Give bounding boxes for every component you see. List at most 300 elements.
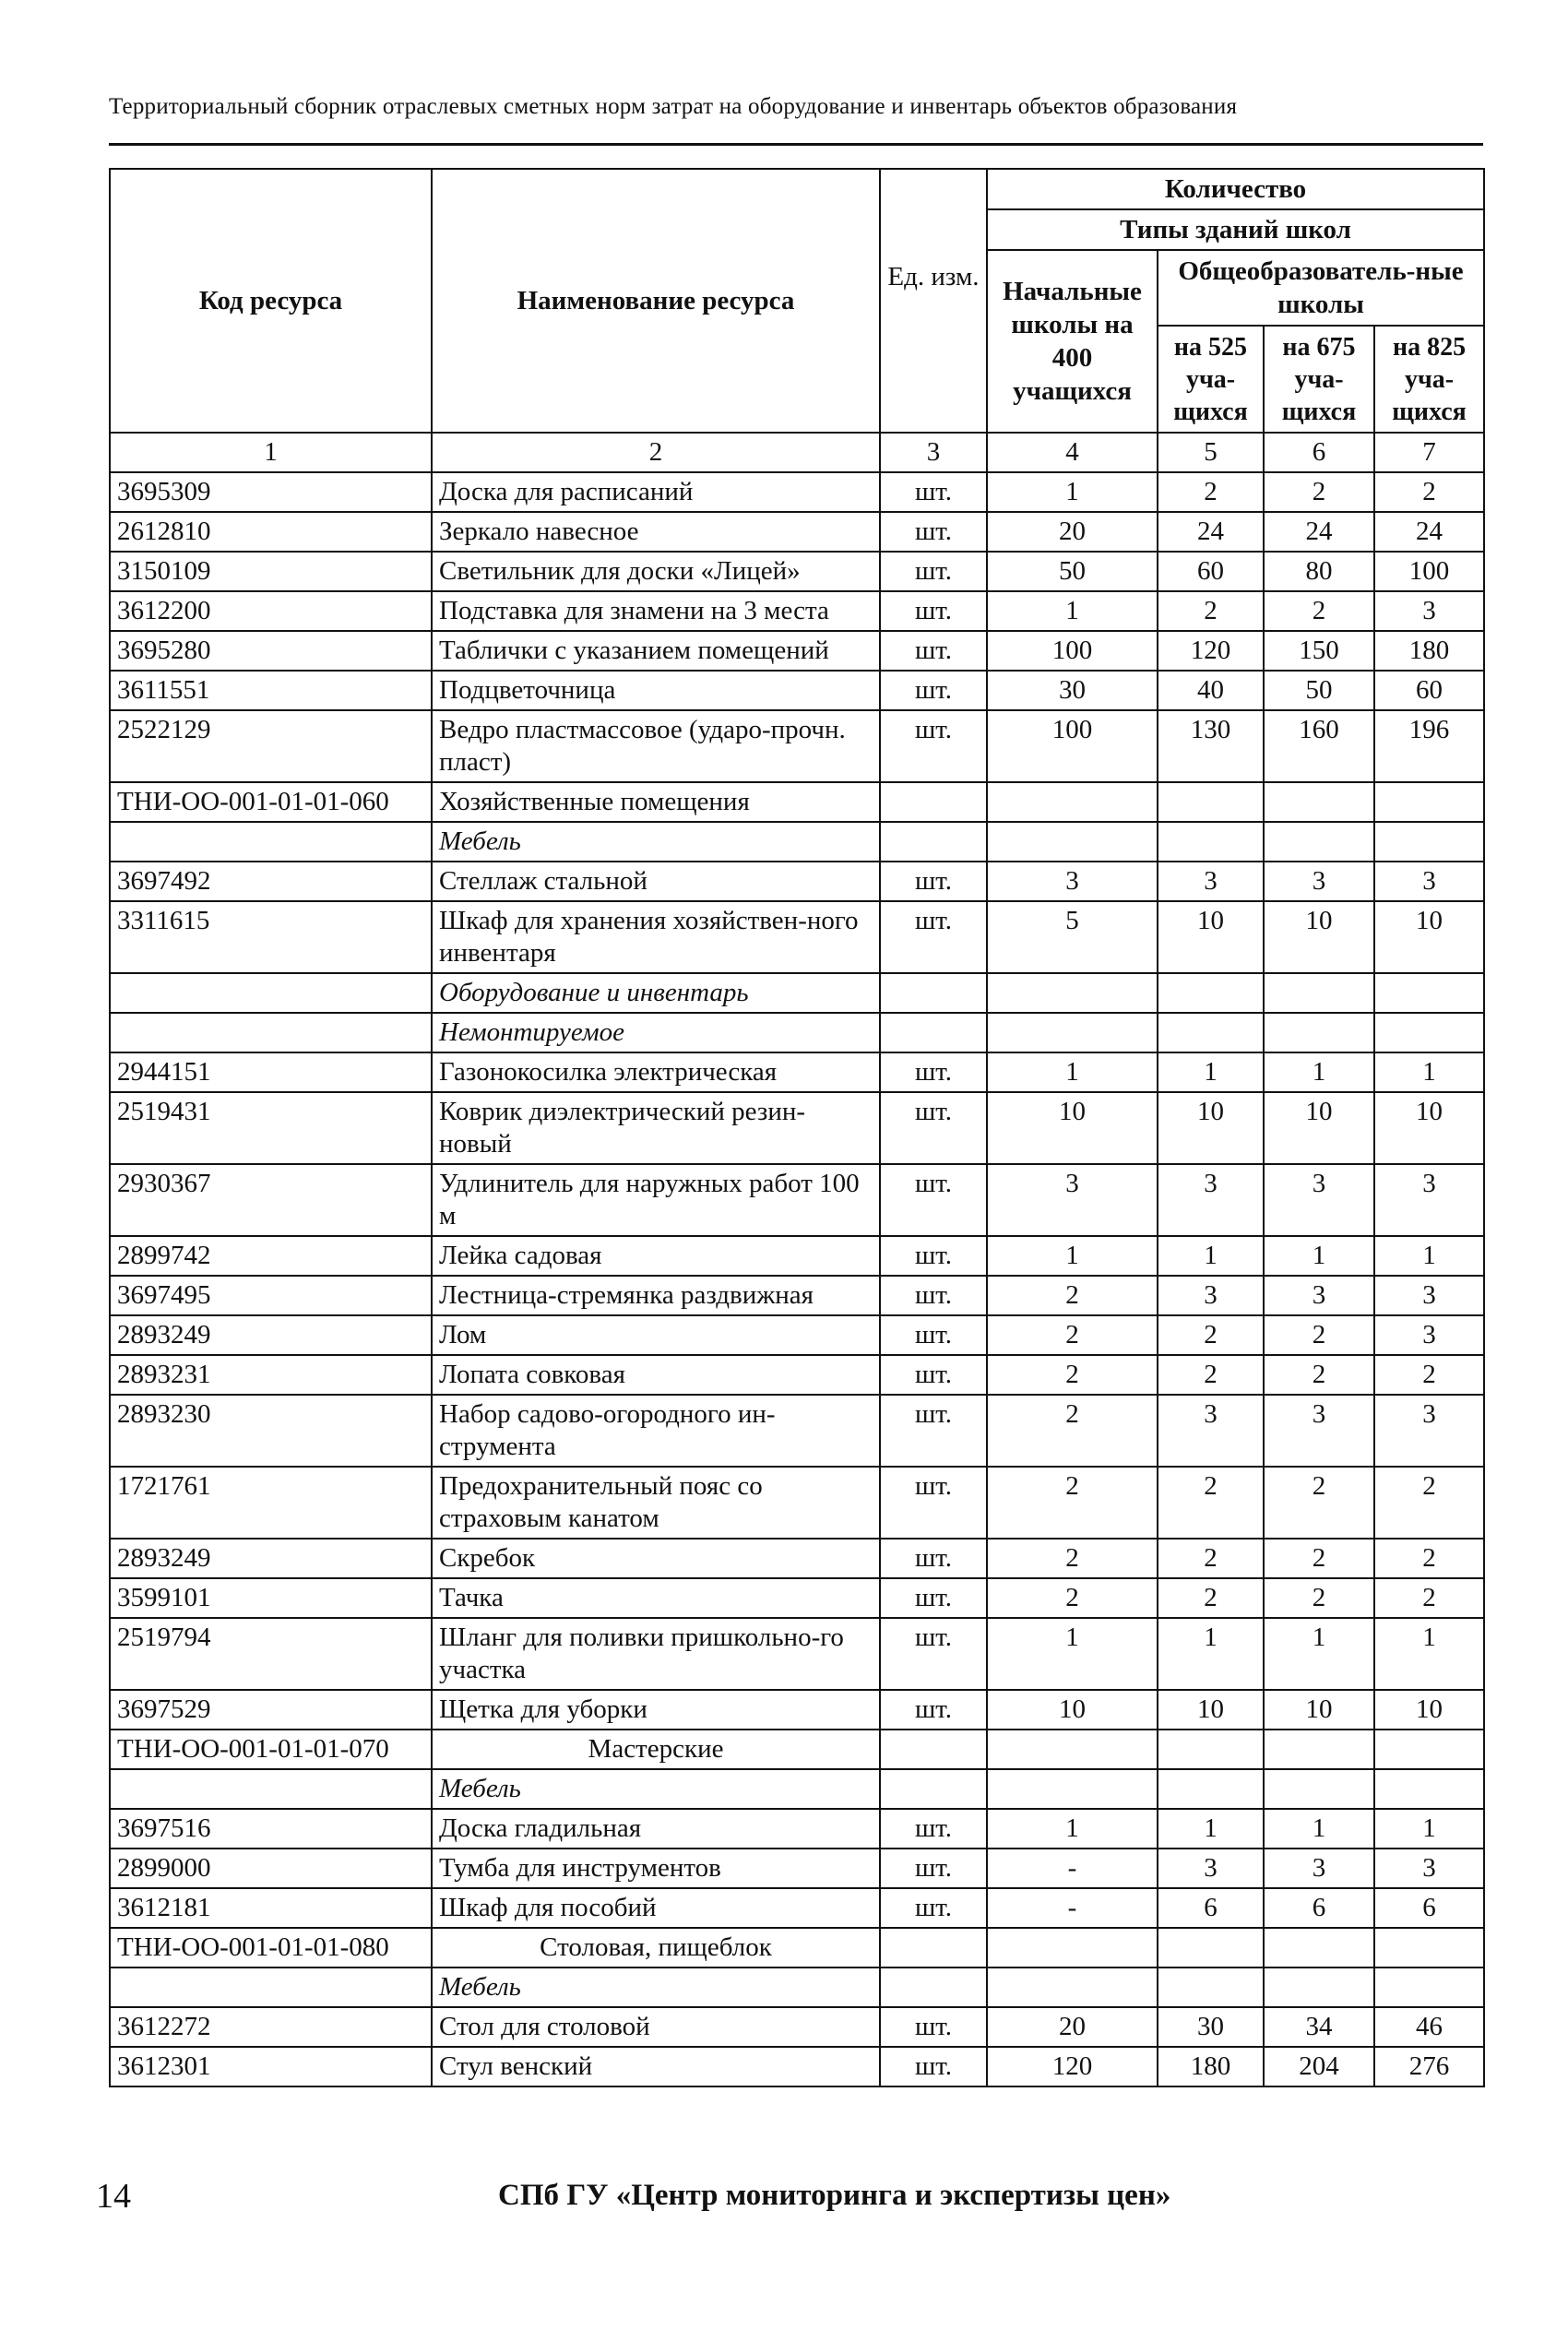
resource-name: Зеркало навесное — [432, 512, 880, 552]
subsection-row — [110, 973, 1484, 1013]
quantity-cell: 2 — [987, 1578, 1158, 1618]
empty-cell — [987, 1968, 1158, 2007]
col-head-general: Общеобразователь-ные школы — [1158, 250, 1484, 326]
quantity-cell: 2 — [1264, 1315, 1374, 1355]
quantity-cell: 2 — [987, 1315, 1158, 1355]
quantity-cell: 3 — [1374, 1395, 1484, 1467]
resource-code: ТНИ-ОО-001-01-01-080 — [110, 1928, 432, 1968]
quantity-cell: 30 — [1158, 2007, 1264, 2047]
section-row — [110, 782, 1484, 822]
empty-cell — [1158, 1730, 1264, 1769]
quantity-cell: 1 — [1158, 1052, 1264, 1092]
quantity-cell: 2 — [987, 1539, 1158, 1578]
quantity-cell: 1 — [1158, 1236, 1264, 1276]
table-row — [110, 1236, 1484, 1276]
quantity-cell: 2 — [1374, 1467, 1484, 1539]
quantity-cell: 3 — [1374, 591, 1484, 631]
subsection-title: Немонтируемое — [432, 1013, 880, 1052]
resource-name: Тачка — [432, 1578, 880, 1618]
quantity-cell: 276 — [1374, 2047, 1484, 2086]
quantity-cell: 100 — [987, 710, 1158, 782]
resource-code: 3697529 — [110, 1690, 432, 1730]
quantity-cell: 24 — [1264, 512, 1374, 552]
quantity-cell: 2 — [987, 1355, 1158, 1395]
unit-cell: шт. — [880, 710, 987, 782]
resource-name: Тумба для инструментов — [432, 1849, 880, 1888]
subsection-title: Мебель — [432, 1968, 880, 2007]
empty-cell — [880, 973, 987, 1013]
resource-name: Лопата совковая — [432, 1355, 880, 1395]
running-header: Территориальный сборник отраслевых сметных норм затрат на оборудование и инвентарь объектов образования — [109, 94, 1238, 119]
empty-cell — [110, 973, 432, 1013]
quantity-cell: 1 — [1374, 1236, 1484, 1276]
quantity-cell: 3 — [1264, 1276, 1374, 1315]
quantity-cell: 20 — [987, 2007, 1158, 2047]
quantity-cell: 2 — [1158, 472, 1264, 512]
quantity-cell: 10 — [987, 1092, 1158, 1164]
quantity-cell: 10 — [1374, 1092, 1484, 1164]
unit-cell: шт. — [880, 552, 987, 591]
section-title: Столовая, пищеблок — [432, 1928, 880, 1968]
column-number: 5 — [1158, 433, 1264, 472]
empty-cell — [1158, 822, 1264, 862]
unit-cell: шт. — [880, 671, 987, 710]
quantity-cell: 1 — [987, 1236, 1158, 1276]
empty-cell — [1264, 1968, 1374, 2007]
resource-name: Удлинитель для наружных работ 100 м — [432, 1164, 880, 1236]
empty-cell — [987, 1928, 1158, 1968]
resource-name: Подцветочница — [432, 671, 880, 710]
subsection-row — [110, 1968, 1484, 2007]
unit-cell: шт. — [880, 1467, 987, 1539]
quantity-cell: 1 — [1264, 1236, 1374, 1276]
table-row — [110, 1276, 1484, 1315]
quantity-cell: 10 — [1264, 1092, 1374, 1164]
unit-cell: шт. — [880, 901, 987, 973]
unit-cell: шт. — [880, 631, 987, 671]
empty-cell — [1264, 1730, 1374, 1769]
quantity-cell: 80 — [1264, 552, 1374, 591]
empty-cell — [1264, 1769, 1374, 1809]
empty-cell — [880, 1968, 987, 2007]
empty-cell — [1374, 1730, 1484, 1769]
empty-cell — [1374, 1928, 1484, 1968]
quantity-cell: 3 — [1158, 1276, 1264, 1315]
empty-cell — [987, 1013, 1158, 1052]
empty-cell — [987, 822, 1158, 862]
quantity-cell: 2 — [1158, 591, 1264, 631]
unit-cell: шт. — [880, 591, 987, 631]
empty-cell — [1374, 1013, 1484, 1052]
unit-cell: шт. — [880, 1809, 987, 1849]
empty-cell — [1264, 822, 1374, 862]
quantity-cell: 130 — [1158, 710, 1264, 782]
table-row — [110, 901, 1484, 973]
table-row — [110, 591, 1484, 631]
quantity-cell: 1 — [987, 472, 1158, 512]
resource-code: 2944151 — [110, 1052, 432, 1092]
unit-cell: шт. — [880, 2047, 987, 2086]
quantity-cell: 1 — [1264, 1809, 1374, 1849]
quantity-cell: 3 — [1264, 1164, 1374, 1236]
table-row — [110, 1809, 1484, 1849]
quantity-cell: 3 — [1158, 1849, 1264, 1888]
table-row — [110, 2047, 1484, 2086]
empty-cell — [1158, 1928, 1264, 1968]
quantity-cell: - — [987, 1888, 1158, 1928]
quantity-cell: 1 — [987, 1052, 1158, 1092]
quantity-cell: 40 — [1158, 671, 1264, 710]
quantity-cell: 2 — [987, 1276, 1158, 1315]
unit-cell: шт. — [880, 1315, 987, 1355]
resource-code: 3612272 — [110, 2007, 432, 2047]
empty-cell — [1374, 1968, 1484, 2007]
table-row — [110, 1618, 1484, 1690]
unit-cell: шт. — [880, 1578, 987, 1618]
empty-cell — [1158, 1013, 1264, 1052]
empty-cell — [880, 1769, 987, 1809]
subsection-title: Оборудование и инвентарь — [432, 973, 880, 1013]
empty-cell — [987, 1769, 1158, 1809]
resource-name: Предохранительный пояс со страховым канатом — [432, 1467, 880, 1539]
unit-cell: шт. — [880, 1888, 987, 1928]
quantity-cell: 3 — [1374, 1164, 1484, 1236]
section-title: Хозяйственные помещения — [432, 782, 880, 822]
resource-code: 3611551 — [110, 671, 432, 710]
empty-cell — [987, 1730, 1158, 1769]
resource-table — [109, 168, 1485, 2087]
subsection-row — [110, 1013, 1484, 1052]
resource-name: Доска для расписаний — [432, 472, 880, 512]
resource-code: 2612810 — [110, 512, 432, 552]
quantity-cell: 2 — [987, 1467, 1158, 1539]
empty-cell — [1374, 973, 1484, 1013]
empty-cell — [1264, 1928, 1374, 1968]
subsection-row — [110, 1769, 1484, 1809]
resource-name: Стеллаж стальной — [432, 862, 880, 901]
table-row — [110, 2007, 1484, 2047]
column-number: 1 — [110, 433, 432, 472]
table-row — [110, 1052, 1484, 1092]
unit-cell: шт. — [880, 1092, 987, 1164]
empty-cell — [880, 1013, 987, 1052]
empty-cell — [1158, 973, 1264, 1013]
quantity-cell: 1 — [987, 1618, 1158, 1690]
resource-name: Доска гладильная — [432, 1809, 880, 1849]
resource-code: 3695309 — [110, 472, 432, 512]
quantity-cell: 3 — [1158, 1164, 1264, 1236]
column-number: 4 — [987, 433, 1158, 472]
quantity-cell: 3 — [987, 862, 1158, 901]
quantity-cell: 1 — [1264, 1052, 1374, 1092]
quantity-cell: 10 — [1264, 1690, 1374, 1730]
empty-cell — [110, 1769, 432, 1809]
resource-name: Скребок — [432, 1539, 880, 1578]
resource-code: 2899000 — [110, 1849, 432, 1888]
quantity-cell: 10 — [987, 1690, 1158, 1730]
quantity-cell: 20 — [987, 512, 1158, 552]
table-row — [110, 1092, 1484, 1164]
subsection-row — [110, 822, 1484, 862]
quantity-cell: 3 — [1374, 862, 1484, 901]
quantity-cell: 2 — [1374, 472, 1484, 512]
resource-code: 1721761 — [110, 1467, 432, 1539]
empty-cell — [987, 782, 1158, 822]
quantity-cell: 1 — [1374, 1809, 1484, 1849]
column-number: 2 — [432, 433, 880, 472]
resource-code: 2893231 — [110, 1355, 432, 1395]
resource-code: 3311615 — [110, 901, 432, 973]
resource-code: 2899742 — [110, 1236, 432, 1276]
quantity-cell: 34 — [1264, 2007, 1374, 2047]
table-row — [110, 1395, 1484, 1467]
resource-name: Лестница-стремянка раздвижная — [432, 1276, 880, 1315]
unit-cell: шт. — [880, 1618, 987, 1690]
quantity-cell: 3 — [1158, 862, 1264, 901]
col-head-675: на 675 уча-щихся — [1264, 326, 1374, 433]
table-row — [110, 1690, 1484, 1730]
resource-code: 3599101 — [110, 1578, 432, 1618]
resource-name: Лейка садовая — [432, 1236, 880, 1276]
quantity-cell: 2 — [1264, 1578, 1374, 1618]
resource-code: 3612301 — [110, 2047, 432, 2086]
quantity-cell: 6 — [1158, 1888, 1264, 1928]
quantity-cell: 1 — [987, 1809, 1158, 1849]
resource-code: 2522129 — [110, 710, 432, 782]
empty-cell — [1158, 782, 1264, 822]
col-head-school-types: Типы зданий школ — [987, 209, 1484, 250]
quantity-cell: 180 — [1374, 631, 1484, 671]
empty-cell — [1374, 782, 1484, 822]
table-row — [110, 472, 1484, 512]
quantity-cell: 2 — [1158, 1578, 1264, 1618]
resource-code: 3697516 — [110, 1809, 432, 1849]
footer-org: СПб ГУ «Центр мониторинга и экспертизы цен» — [498, 2179, 1171, 2212]
quantity-cell: 3 — [1374, 1849, 1484, 1888]
unit-cell: шт. — [880, 1276, 987, 1315]
column-number-row — [110, 433, 1484, 472]
resource-name: Лом — [432, 1315, 880, 1355]
resource-name: Шкаф для пособий — [432, 1888, 880, 1928]
column-number: 3 — [880, 433, 987, 472]
table-row — [110, 512, 1484, 552]
quantity-cell: 1 — [1158, 1618, 1264, 1690]
resource-code: 2893249 — [110, 1315, 432, 1355]
empty-cell — [110, 1968, 432, 2007]
resource-name: Подставка для знамени на 3 места — [432, 591, 880, 631]
header-rule — [109, 143, 1483, 146]
quantity-cell: 100 — [987, 631, 1158, 671]
table-row — [110, 862, 1484, 901]
empty-cell — [880, 822, 987, 862]
quantity-cell: 6 — [1374, 1888, 1484, 1928]
table-row — [110, 1467, 1484, 1539]
resource-code: 3612200 — [110, 591, 432, 631]
quantity-cell: 10 — [1374, 901, 1484, 973]
section-row — [110, 1928, 1484, 1968]
quantity-cell: 2 — [1264, 1355, 1374, 1395]
resource-name: Стул венский — [432, 2047, 880, 2086]
unit-cell: шт. — [880, 2007, 987, 2047]
quantity-cell: 60 — [1158, 552, 1264, 591]
empty-cell — [1158, 1968, 1264, 2007]
quantity-cell: 196 — [1374, 710, 1484, 782]
resource-name: Таблички с указанием помещений — [432, 631, 880, 671]
quantity-cell: 1 — [1158, 1809, 1264, 1849]
quantity-cell: 2 — [1374, 1578, 1484, 1618]
table-row — [110, 671, 1484, 710]
column-number: 6 — [1264, 433, 1374, 472]
unit-cell: шт. — [880, 472, 987, 512]
resource-name: Светильник для доски «Лицей» — [432, 552, 880, 591]
resource-name: Ведро пластмассовое (ударо-прочн. пласт) — [432, 710, 880, 782]
empty-cell — [987, 973, 1158, 1013]
resource-name: Шланг для поливки пришкольно-го участка — [432, 1618, 880, 1690]
quantity-cell: 2 — [1158, 1355, 1264, 1395]
unit-cell: шт. — [880, 1849, 987, 1888]
resource-code: 2893249 — [110, 1539, 432, 1578]
quantity-cell: 2 — [1264, 591, 1374, 631]
resource-name: Газонокосилка электрическая — [432, 1052, 880, 1092]
empty-cell — [880, 1730, 987, 1769]
quantity-cell: 204 — [1264, 2047, 1374, 2086]
quantity-cell: 60 — [1374, 671, 1484, 710]
col-head-525: на 525 уча-щихся — [1158, 326, 1264, 433]
subsection-title: Мебель — [432, 822, 880, 862]
unit-cell: шт. — [880, 1236, 987, 1276]
resource-code: 3695280 — [110, 631, 432, 671]
quantity-cell: 3 — [1264, 1395, 1374, 1467]
resource-code: 2930367 — [110, 1164, 432, 1236]
column-number: 7 — [1374, 433, 1484, 472]
resource-code: 3697495 — [110, 1276, 432, 1315]
quantity-cell: 2 — [1158, 1539, 1264, 1578]
resource-code: 3150109 — [110, 552, 432, 591]
quantity-cell: 3 — [1374, 1315, 1484, 1355]
resource-name: Набор садово-огородного ин-струмента — [432, 1395, 880, 1467]
quantity-cell: 180 — [1158, 2047, 1264, 2086]
table-row — [110, 1849, 1484, 1888]
quantity-cell: 3 — [1264, 862, 1374, 901]
quantity-cell: - — [987, 1849, 1158, 1888]
resource-name: Стол для столовой — [432, 2007, 880, 2047]
quantity-cell: 10 — [1264, 901, 1374, 973]
resource-code: 3612181 — [110, 1888, 432, 1928]
resource-code: ТНИ-ОО-001-01-01-070 — [110, 1730, 432, 1769]
quantity-cell: 50 — [1264, 671, 1374, 710]
quantity-cell: 1 — [1264, 1618, 1374, 1690]
unit-cell: шт. — [880, 1539, 987, 1578]
table-row — [110, 1164, 1484, 1236]
table-row — [110, 1888, 1484, 1928]
col-head-code: Код ресурса — [110, 169, 432, 433]
unit-cell: шт. — [880, 1355, 987, 1395]
quantity-cell: 2 — [1264, 1539, 1374, 1578]
quantity-cell: 10 — [1374, 1690, 1484, 1730]
quantity-cell: 3 — [1264, 1849, 1374, 1888]
quantity-cell: 2 — [1264, 472, 1374, 512]
empty-cell — [880, 782, 987, 822]
table-row — [110, 1539, 1484, 1578]
empty-cell — [1264, 973, 1374, 1013]
col-head-quantity: Количество — [987, 169, 1484, 209]
empty-cell — [1374, 822, 1484, 862]
table-body — [110, 433, 1484, 2086]
quantity-cell: 2 — [1158, 1315, 1264, 1355]
resource-name: Шкаф для хранения хозяйствен-ного инвентаря — [432, 901, 880, 973]
quantity-cell: 160 — [1264, 710, 1374, 782]
quantity-cell: 1 — [1374, 1618, 1484, 1690]
quantity-cell: 3 — [1158, 1395, 1264, 1467]
col-head-primary: Начальные школы на 400 учащихся — [987, 250, 1158, 433]
unit-cell: шт. — [880, 1052, 987, 1092]
col-head-825: на 825 уча-щихся — [1374, 326, 1484, 433]
empty-cell — [1158, 1769, 1264, 1809]
quantity-cell: 30 — [987, 671, 1158, 710]
resource-code: ТНИ-ОО-001-01-01-060 — [110, 782, 432, 822]
empty-cell — [1264, 782, 1374, 822]
resource-code: 3697492 — [110, 862, 432, 901]
unit-cell: шт. — [880, 1690, 987, 1730]
quantity-cell: 2 — [987, 1395, 1158, 1467]
unit-cell: шт. — [880, 862, 987, 901]
quantity-cell: 120 — [987, 2047, 1158, 2086]
unit-cell: шт. — [880, 1164, 987, 1236]
empty-cell — [1264, 1013, 1374, 1052]
unit-cell: шт. — [880, 512, 987, 552]
quantity-cell: 5 — [987, 901, 1158, 973]
table-row — [110, 1315, 1484, 1355]
unit-cell: шт. — [880, 1395, 987, 1467]
resource-code: 2519431 — [110, 1092, 432, 1164]
quantity-cell: 3 — [1374, 1276, 1484, 1315]
section-row — [110, 1730, 1484, 1769]
quantity-cell: 24 — [1374, 512, 1484, 552]
quantity-cell: 1 — [1374, 1052, 1484, 1092]
page-number: 14 — [96, 2177, 131, 2216]
quantity-cell: 150 — [1264, 631, 1374, 671]
subsection-title: Мебель — [432, 1769, 880, 1809]
table-row — [110, 1578, 1484, 1618]
quantity-cell: 120 — [1158, 631, 1264, 671]
quantity-cell: 10 — [1158, 1092, 1264, 1164]
quantity-cell: 2 — [1158, 1467, 1264, 1539]
quantity-cell: 2 — [1264, 1467, 1374, 1539]
quantity-cell: 10 — [1158, 1690, 1264, 1730]
quantity-cell: 100 — [1374, 552, 1484, 591]
quantity-cell: 6 — [1264, 1888, 1374, 1928]
quantity-cell: 3 — [987, 1164, 1158, 1236]
empty-cell — [110, 1013, 432, 1052]
resource-name: Коврик диэлектрический резин-новый — [432, 1092, 880, 1164]
table-row — [110, 710, 1484, 782]
table-row — [110, 552, 1484, 591]
empty-cell — [1374, 1769, 1484, 1809]
quantity-cell: 50 — [987, 552, 1158, 591]
col-head-unit: Ед. изм. — [880, 169, 987, 433]
quantity-cell: 2 — [1374, 1539, 1484, 1578]
resource-code: 2893230 — [110, 1395, 432, 1467]
resource-code: 2519794 — [110, 1618, 432, 1690]
table-row — [110, 1355, 1484, 1395]
empty-cell — [880, 1928, 987, 1968]
empty-cell — [110, 822, 432, 862]
quantity-cell: 10 — [1158, 901, 1264, 973]
col-head-name: Наименование ресурса — [432, 169, 880, 433]
section-title: Мастерские — [432, 1730, 880, 1769]
quantity-cell: 24 — [1158, 512, 1264, 552]
resource-name: Щетка для уборки — [432, 1690, 880, 1730]
